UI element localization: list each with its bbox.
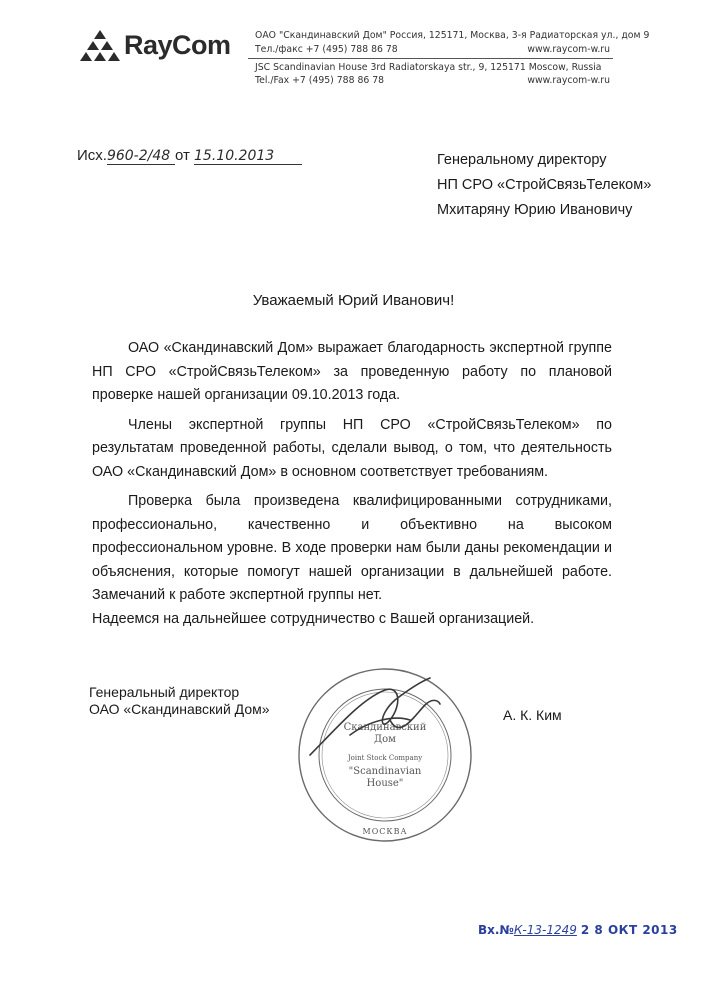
outgoing-number: 960-2/48 — [107, 148, 175, 165]
letterhead-divider — [248, 58, 613, 59]
signatory-position-line-2: ОАО «Скандинавский Дом» — [89, 701, 270, 717]
outgoing-from-label: от — [174, 147, 190, 164]
paragraph: Проверка была произведена квалифицированными сотрудниками, профессионально, качественно и объективно на высоком профессиональном уровне. В ходе проверки нам были даны рекомендации и объяснения, которые помогут нашей организации в дальнейшей работе. Замечаний к работе экспертной группы нет. — [92, 493, 612, 603]
paragraph: Надеемся на дальнейшее сотрудничество с Вашей организацией. — [92, 610, 535, 627]
outgoing-date: 15.10.2013 — [194, 148, 302, 165]
incoming-label: Вх.№ — [478, 923, 514, 937]
letterhead-ru-address: ОАО "Скандинавский Дом" Россия, 125171, Москва, 3-я Радиаторская ул., дом 9 — [255, 30, 650, 41]
outgoing-reference — [77, 147, 302, 165]
seal-city: МОСКВА — [362, 827, 408, 836]
seal-line-2: Дом — [374, 734, 396, 745]
seal-line-5: House" — [366, 778, 404, 789]
letterhead-ru-phone: Тел./факс +7 (495) 788 86 78 — [255, 44, 398, 55]
signatory-position-line-1: Генеральный директор — [89, 684, 240, 700]
greeting: Уважаемый Юрий Иванович! — [252, 292, 455, 309]
logo-wordmark: RayCom — [124, 30, 231, 60]
letterhead-ru-web: www.raycom-w.ru — [527, 44, 610, 55]
seal-line-4: "Scandinavian — [348, 766, 422, 777]
seal-line-3: Joint Stock Company — [347, 754, 423, 762]
recipient-line-2: НП СРО «СтройСвязьТелеком» — [437, 177, 652, 193]
raycom-triangles-icon — [78, 28, 122, 68]
letterhead-en-phone: Tel./Fax +7 (495) 788 86 78 — [255, 75, 385, 86]
letterhead-en-address: JSC Scandinavian House 3rd Radiatorskaya str., 9, 125171 Moscow, Russia — [255, 62, 602, 73]
company-seal — [290, 660, 480, 850]
recipient-line-3: Мхитаряну Юрию Ивановичу — [437, 202, 633, 218]
letterhead-en-web: www.raycom-w.ru — [527, 75, 610, 86]
signatory-name: А. К. Ким — [503, 707, 562, 723]
company-logo — [78, 28, 268, 68]
incoming-number: К-13-1249 — [513, 923, 577, 937]
paragraph: Члены экспертной группы НП СРО «СтройСвязьТелеком» по результатам проведенной работы, сделали вывод, о том, что деятельность ОАО «Скандинавский Дом» в основном соответствует требованиям. — [92, 416, 612, 480]
recipient-line-1: Генеральному директору — [437, 152, 607, 168]
signatory-position — [89, 684, 270, 718]
paragraph: ОАО «Скандинавский Дом» выражает благодарность экспертной группе НП СРО «СтройСвязьТелеком» за проведенную работу по плановой проверке нашей организации 09.10.2013 года. — [92, 340, 612, 403]
seal-line-1: Скандинавский — [343, 722, 427, 733]
outgoing-label: Исх. — [77, 147, 107, 164]
incoming-registration-stamp — [478, 923, 678, 937]
incoming-date: 2 8 ОКТ 2013 — [580, 923, 678, 937]
letter-body — [92, 337, 612, 637]
